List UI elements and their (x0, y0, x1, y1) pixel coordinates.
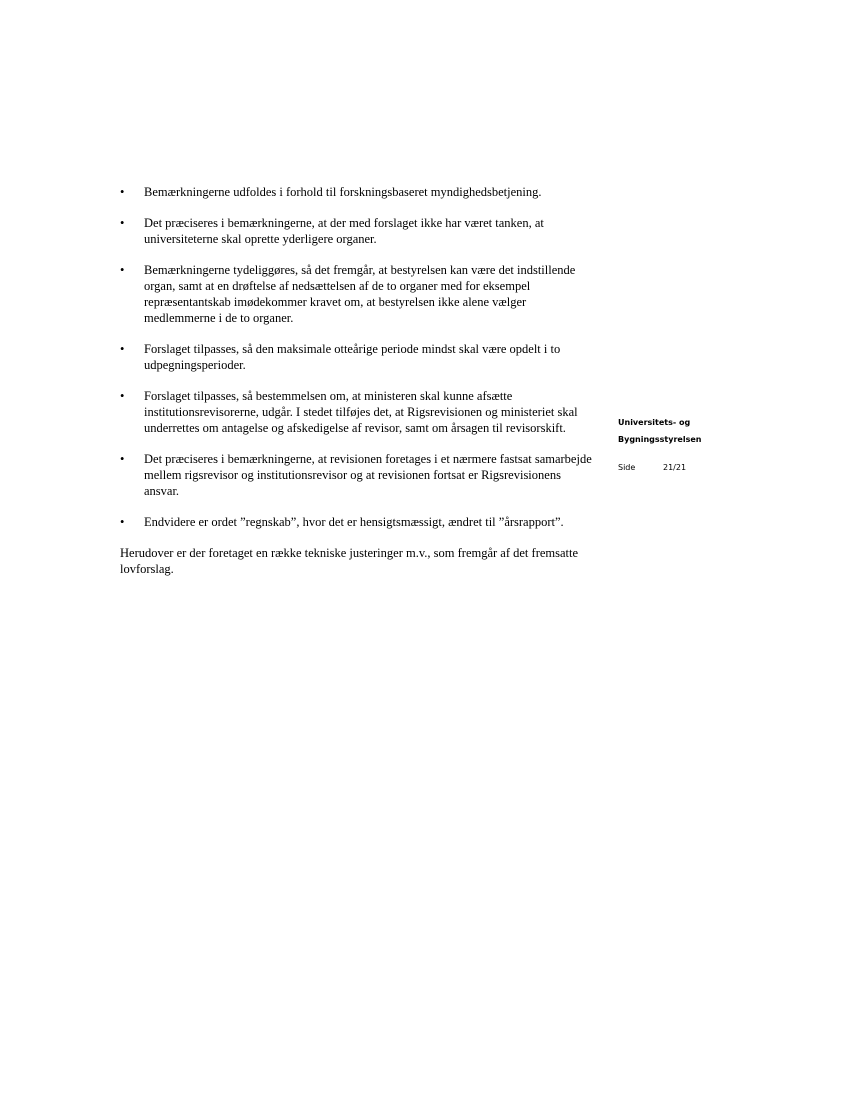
list-item-text: Bemærkningerne tydeliggøres, så det fremgår, at bestyrelsen kan være det indstillende organ, samt at en drøftelse af nedsættelsen af de to organer med for eksempel repræsentantskab imødekommer kravet om, at bestyrelsen ikke alene vælger medlemmerne i de to organer. (144, 263, 576, 325)
list-item (120, 341, 595, 373)
list-item (120, 514, 595, 530)
list-item (120, 262, 595, 326)
list-item (120, 388, 595, 436)
list-item-text: Det præciseres i bemærkningerne, at revisionen foretages i et nærmere fastsat samarbejde mellem rigsrevisor og institutionsrevisor og at revisionen fortsat er Rigsrevisionens ansvar. (144, 452, 592, 498)
list-item-text: Forslaget tilpasses, så den maksimale otteårige periode mindst skal være opdelt i to udpegningsperioder. (144, 342, 561, 372)
sender-name-line2: Bygningsstyrelsen (618, 435, 702, 444)
page-label: Side (618, 463, 636, 472)
bullet-icon: • (120, 185, 125, 199)
bullet-icon: • (120, 515, 125, 529)
bullet-icon: • (120, 263, 125, 277)
page-number: 21/21 (663, 463, 687, 472)
bullet-icon: • (120, 389, 125, 403)
bullet-icon: • (120, 342, 125, 356)
list-item-text: Endvidere er ordet ”regnskab”, hvor det er hensigtsmæssigt, ændret til ”årsrapport”. (144, 515, 564, 529)
list-item (120, 451, 595, 499)
bullet-icon: • (120, 216, 125, 230)
list-item-text: Det præciseres i bemærkningerne, at der med forslaget ikke har været tanken, at universiteterne skal oprette yderligere organer. (144, 216, 544, 246)
list-item (120, 215, 595, 247)
sender-sidebar (618, 414, 738, 476)
page-number-row (618, 459, 738, 476)
closing-paragraph: Herudover er der foretaget en række tekniske justeringer m.v., som fremgår af det fremsatte lovforslag. (120, 546, 579, 576)
sender-name-line1: Universitets- og (618, 418, 691, 427)
list-item-text: Bemærkningerne udfoldes i forhold til forskningsbaseret myndighedsbetjening. (144, 185, 542, 199)
list-item (120, 184, 595, 200)
list-item-text: Forslaget tilpasses, så bestemmelsen om, at ministeren skal kunne afsætte institutionsrevisorerne, udgår. I stedet tilføjes det, at Rigsrevisionen og ministeriet skal underrettes om antagelse og afskedigelse af revisor, samt om årsagen til revisorskift. (144, 389, 578, 435)
amendment-bullet-list (120, 184, 595, 530)
main-text-column (120, 184, 595, 577)
bullet-icon: • (120, 452, 125, 466)
